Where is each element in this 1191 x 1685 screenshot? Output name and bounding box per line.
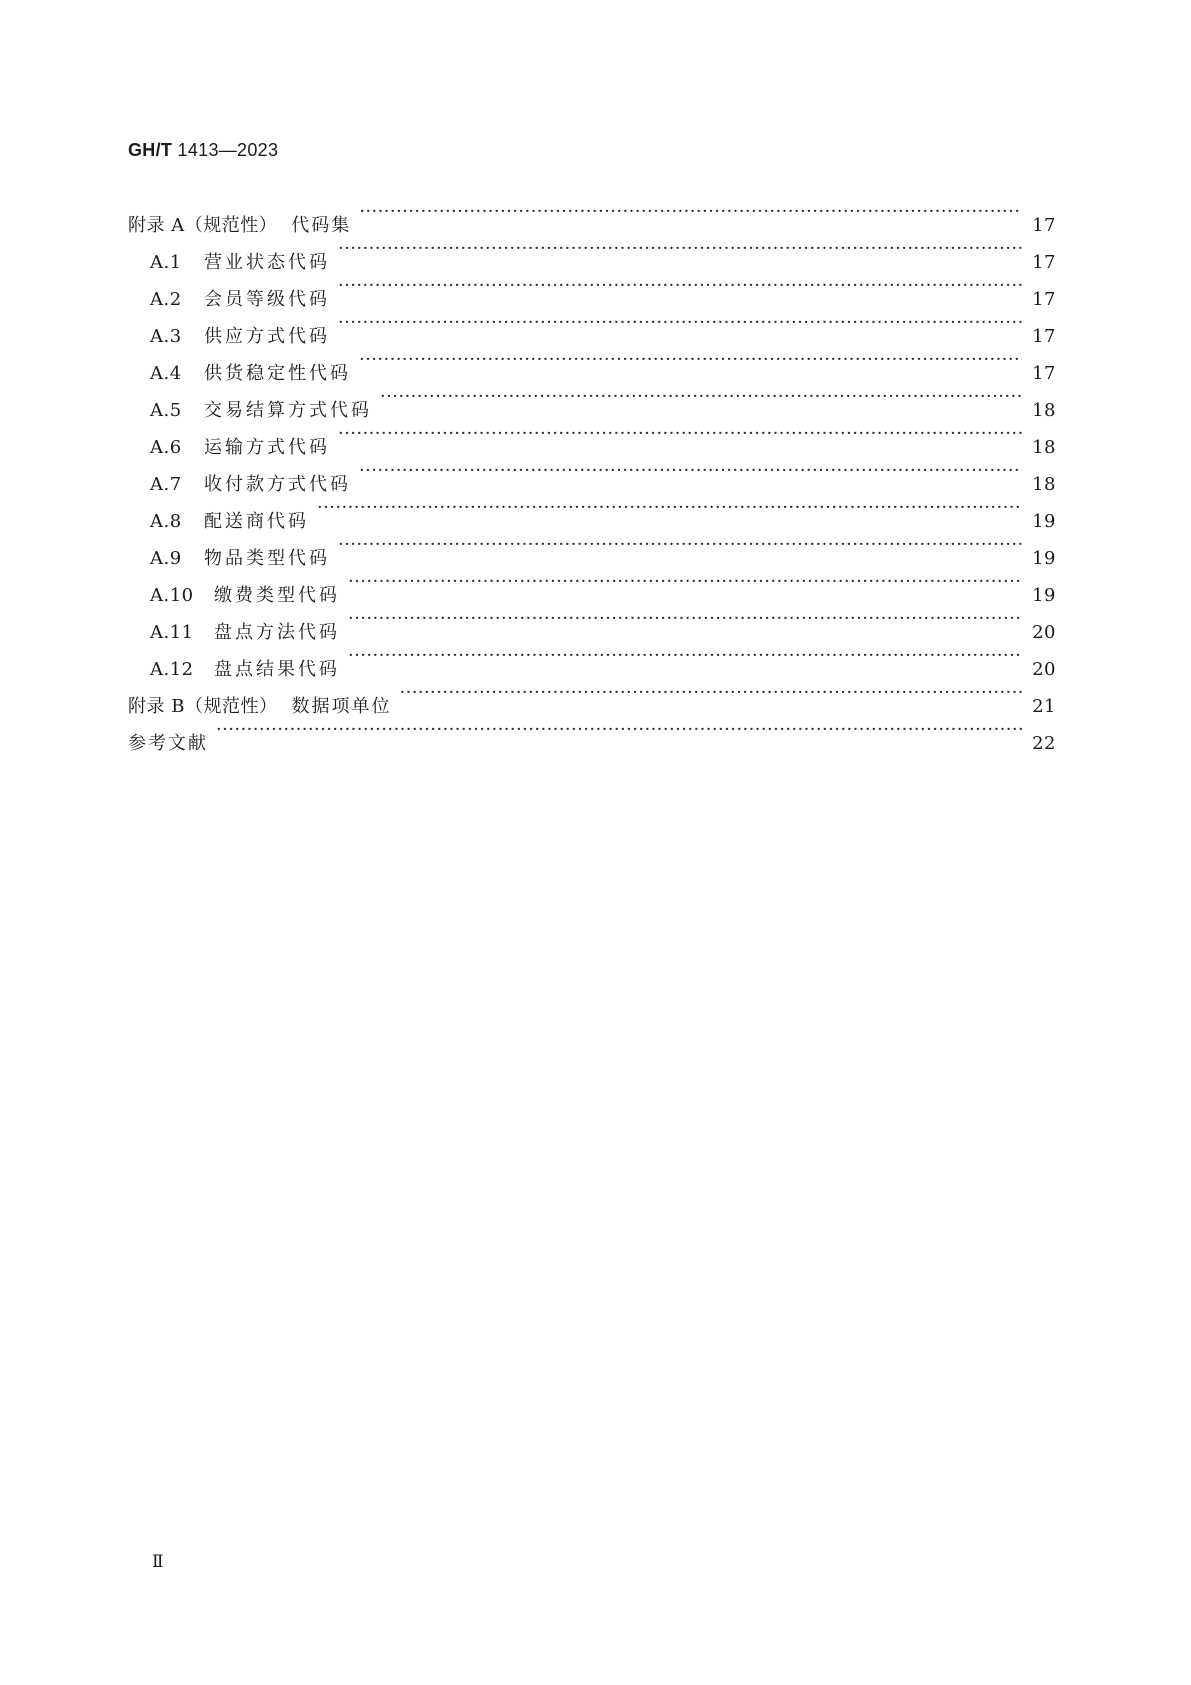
toc-entry-appendix-a[interactable] <box>128 194 1056 236</box>
toc-entry-title: 数据项单位 <box>291 696 392 717</box>
toc-entry-number: A.3 <box>150 326 182 347</box>
toc-entry-title: 会员等级代码 <box>204 289 330 310</box>
toc-entry-title: 代码集 <box>291 215 352 236</box>
toc-entry-references[interactable] <box>128 712 1056 754</box>
toc-entry-number: 附录 B（规范性） <box>128 696 278 717</box>
toc-leader-dots <box>216 712 1022 749</box>
toc-entry-number: A.5 <box>150 400 182 421</box>
toc-entry-number: A.9 <box>150 548 182 569</box>
toc-entry-page: 17 <box>1032 289 1056 310</box>
doc-code-prefix: GH/T <box>128 140 173 160</box>
toc-entry-title: 盘点结果代码 <box>214 659 340 680</box>
toc-entry-page: 17 <box>1032 363 1056 384</box>
toc-entry-title: 盘点方法代码 <box>214 622 340 643</box>
toc-entry-page: 19 <box>1032 511 1056 532</box>
page-number: Ⅱ <box>152 1552 163 1572</box>
toc-leader-dots <box>348 564 1022 601</box>
toc-entry-page: 19 <box>1032 548 1056 569</box>
toc-entry-title: 配送商代码 <box>204 511 309 532</box>
toc-entry-title: 交易结算方式代码 <box>204 400 372 421</box>
toc-entry-title: 缴费类型代码 <box>214 585 340 606</box>
toc-leader-dots <box>338 527 1022 564</box>
toc-entry-title: 供应方式代码 <box>204 326 330 347</box>
toc-entry-title: 供货稳定性代码 <box>204 363 351 384</box>
toc-leader-dots <box>359 453 1022 490</box>
toc-entry-page: 18 <box>1032 400 1056 421</box>
toc-entry-number: A.4 <box>150 363 182 384</box>
toc-entry-title: 参考文献 <box>128 733 208 754</box>
toc-entry-title: 运输方式代码 <box>204 437 330 458</box>
toc-leader-dots <box>359 194 1022 231</box>
toc-leader-dots <box>317 490 1022 527</box>
toc-entry-title: 营业状态代码 <box>204 252 330 273</box>
toc-leader-dots <box>399 675 1022 712</box>
toc-entry-title: 收付款方式代码 <box>204 474 351 495</box>
toc-entry-page: 17 <box>1032 215 1056 236</box>
toc-entry-page: 20 <box>1032 622 1056 643</box>
toc-entry-number: A.6 <box>150 437 182 458</box>
toc-entry-page: 17 <box>1032 326 1056 347</box>
toc-entry-page: 18 <box>1032 437 1056 458</box>
toc-leader-dots <box>338 305 1022 342</box>
toc-entry-number: A.10 <box>150 585 194 606</box>
toc-entry-page: 19 <box>1032 585 1056 606</box>
toc-leader-dots <box>338 268 1022 305</box>
toc-entry-page: 20 <box>1032 659 1056 680</box>
table-of-contents <box>128 194 1056 754</box>
toc-entry-number: A.11 <box>150 622 194 643</box>
toc-leader-dots <box>380 379 1022 416</box>
toc-entry-page: 18 <box>1032 474 1056 495</box>
document-code <box>128 140 278 161</box>
toc-entry-number: A.7 <box>150 474 182 495</box>
toc-entry-page: 17 <box>1032 252 1056 273</box>
toc-entry-page: 22 <box>1032 733 1056 754</box>
toc-entry-title: 物品类型代码 <box>204 548 330 569</box>
toc-entry-number: A.12 <box>150 659 194 680</box>
toc-leader-dots <box>348 638 1022 675</box>
toc-entry-number: A.1 <box>150 252 182 273</box>
toc-entry-number: A.2 <box>150 289 182 310</box>
doc-code-number: 1413—2023 <box>177 140 279 160</box>
toc-leader-dots <box>359 342 1022 379</box>
toc-entry-number: 附录 A（规范性） <box>128 215 278 236</box>
toc-entry-page: 21 <box>1032 696 1056 717</box>
toc-leader-dots <box>348 601 1022 638</box>
toc-leader-dots <box>338 231 1022 268</box>
toc-leader-dots <box>338 416 1022 453</box>
toc-entry-number: A.8 <box>150 511 182 532</box>
